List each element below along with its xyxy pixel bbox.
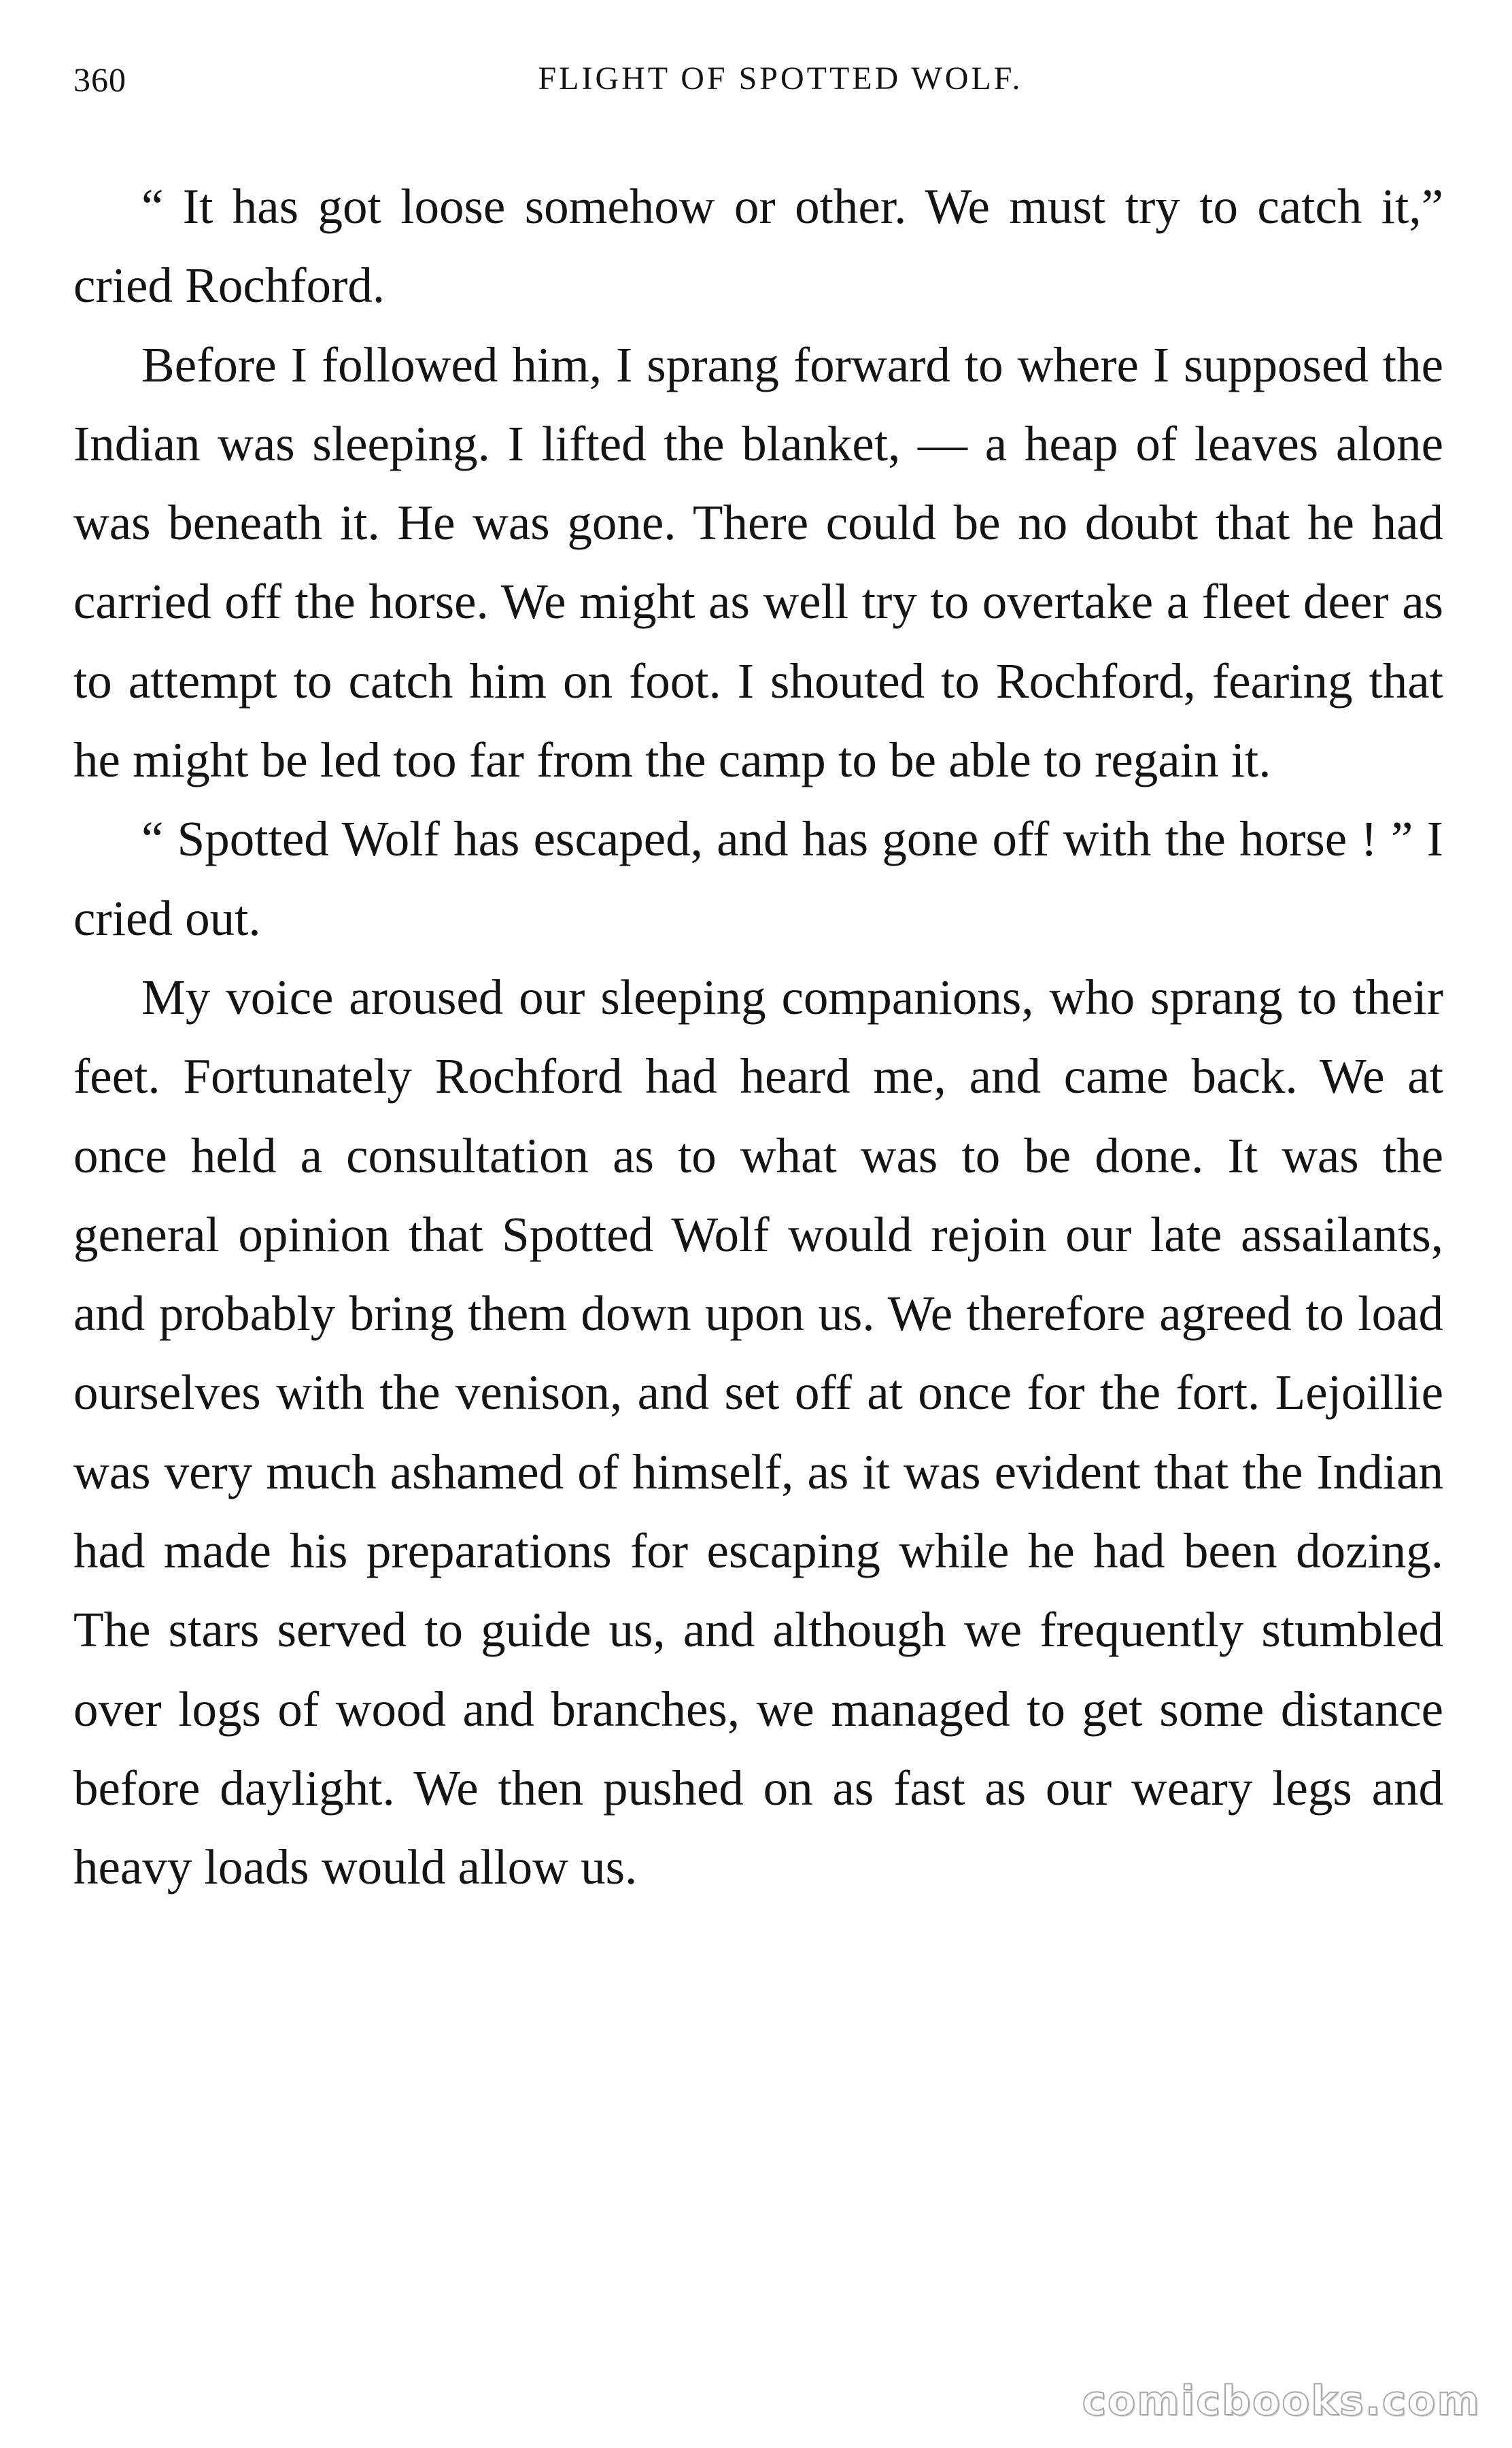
paragraph: “ Spotted Wolf has escaped, and has gone off with the horse ! ” I cried out.	[73, 811, 1443, 946]
page-number: 360	[73, 61, 126, 99]
paragraph: Before I followed him, I sprang forward to where I supposed the Indian was sleeping. I lifted the blanket, — a heap of leaves alone was beneath it. He was gone. There could be no doubt that he had carried off the horse. We might as well try to overtake a fleet deer as to attempt to catch him on foot. I shouted to Rochford, fearing that he might be led too far from the camp to be able to regain it.	[73, 337, 1443, 788]
watermark: comicbooks.com	[1082, 2377, 1481, 2425]
body-text	[73, 167, 1443, 1907]
paragraph: “ It has got loose somehow or other. We must try to catch it,” cried Rochford.	[73, 179, 1443, 313]
page-header	[73, 60, 1447, 121]
paragraph: My voice aroused our sleeping companions, who sprang to their feet. Fortunately Rochford had heard me, and came back. We at once held a consultation as to what was to be done. It was the general opinion that Spotted Wolf would rejoin our late assailants, and probably bring them down upon us. We therefore agreed to load ourselves with the venison, and set off at once for the fort. Lejoillie was very much ashamed of himself, as it was evident that the Indian had made his preparations for escaping while he had been dozing. The stars served to guide us, and although we frequently stumbled over logs of wood and branches, we managed to get some distance before daylight. We then pushed on as fast as our weary legs and heavy loads would allow us.	[73, 969, 1443, 1895]
running-title: FLIGHT OF SPOTTED WOLF.	[538, 61, 1023, 97]
